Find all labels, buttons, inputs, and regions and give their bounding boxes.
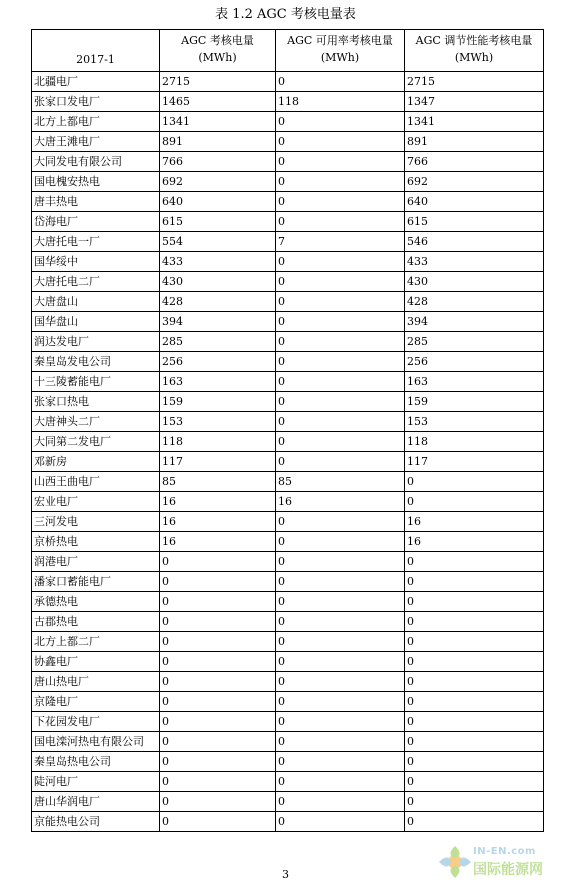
cell-total: 554: [160, 232, 276, 252]
table-header-row: [32, 30, 544, 72]
cell-station: 大唐托电二厂: [32, 272, 160, 292]
cell-station: 京隆电厂: [32, 692, 160, 712]
cell-availability: 0: [276, 752, 405, 772]
watermark: [433, 844, 565, 880]
table-row: [32, 372, 544, 392]
cell-regulation: 766: [405, 152, 544, 172]
cell-station: 三河发电: [32, 512, 160, 532]
cell-station: 润港电厂: [32, 552, 160, 572]
cell-availability: 0: [276, 652, 405, 672]
table-row: [32, 812, 544, 832]
cell-station: 宏业电厂: [32, 492, 160, 512]
cell-total: 0: [160, 752, 276, 772]
cell-availability: 0: [276, 432, 405, 452]
table-row: [32, 652, 544, 672]
cell-regulation: 0: [405, 792, 544, 812]
cell-total: 0: [160, 552, 276, 572]
cell-availability: 0: [276, 532, 405, 552]
table-row: [32, 432, 544, 452]
cell-station: 陡河电厂: [32, 772, 160, 792]
cell-station: 国电槐安热电: [32, 172, 160, 192]
cell-regulation: 117: [405, 452, 544, 472]
cell-regulation: 0: [405, 772, 544, 792]
cell-regulation: 0: [405, 492, 544, 512]
table-row: [32, 132, 544, 152]
cell-regulation: 0: [405, 672, 544, 692]
cell-regulation: 1341: [405, 112, 544, 132]
cell-total: 1465: [160, 92, 276, 112]
cell-regulation: 163: [405, 372, 544, 392]
header-availability: [276, 30, 405, 72]
header-total-unit: (MWh): [198, 51, 237, 64]
cell-regulation: 1347: [405, 92, 544, 112]
table-row: [32, 632, 544, 652]
cell-total: 16: [160, 492, 276, 512]
cell-availability: 118: [276, 92, 405, 112]
cell-station: 古郡热电: [32, 612, 160, 632]
table-row: [32, 352, 544, 372]
table-row: [32, 492, 544, 512]
cell-availability: 0: [276, 512, 405, 532]
cell-regulation: 0: [405, 632, 544, 652]
cell-availability: 85: [276, 472, 405, 492]
cell-station: 大同发电有限公司: [32, 152, 160, 172]
cell-regulation: 0: [405, 652, 544, 672]
cell-regulation: 0: [405, 712, 544, 732]
table-row: [32, 572, 544, 592]
table-row: [32, 672, 544, 692]
table-row: [32, 192, 544, 212]
cell-availability: 0: [276, 352, 405, 372]
cell-total: 430: [160, 272, 276, 292]
cell-regulation: 16: [405, 532, 544, 552]
cell-availability: 0: [276, 812, 405, 832]
cell-total: 0: [160, 792, 276, 812]
cell-availability: 0: [276, 192, 405, 212]
table-row: [32, 472, 544, 492]
cell-station: 润达发电厂: [32, 332, 160, 352]
cell-station: 唐丰热电: [32, 192, 160, 212]
cell-total: 159: [160, 392, 276, 412]
cell-availability: 0: [276, 312, 405, 332]
cell-availability: 0: [276, 612, 405, 632]
cell-station: 潘家口蓄能电厂: [32, 572, 160, 592]
cell-regulation: 0: [405, 572, 544, 592]
cell-station: 国华绥中: [32, 252, 160, 272]
cell-availability: 0: [276, 452, 405, 472]
table-row: [32, 172, 544, 192]
header-station: 2017-1: [32, 30, 160, 72]
cell-station: 大唐神头二厂: [32, 412, 160, 432]
cell-availability: 0: [276, 172, 405, 192]
cell-regulation: 0: [405, 612, 544, 632]
cell-total: 0: [160, 672, 276, 692]
cell-regulation: 615: [405, 212, 544, 232]
cell-station: 协鑫电厂: [32, 652, 160, 672]
table-row: [32, 732, 544, 752]
cell-station: 大唐盘山: [32, 292, 160, 312]
cell-regulation: 0: [405, 732, 544, 752]
cell-total: 0: [160, 592, 276, 612]
table-row: [32, 232, 544, 252]
cell-total: 433: [160, 252, 276, 272]
header-regulation: [405, 30, 544, 72]
cell-station: 下花园发电厂: [32, 712, 160, 732]
cell-availability: 0: [276, 272, 405, 292]
cell-total: 0: [160, 572, 276, 592]
cell-availability: 0: [276, 252, 405, 272]
cell-regulation: 546: [405, 232, 544, 252]
cell-availability: 0: [276, 212, 405, 232]
cell-availability: 0: [276, 112, 405, 132]
cell-station: 大同第二发电厂: [32, 432, 160, 452]
cell-station: 大唐王滩电厂: [32, 132, 160, 152]
cell-total: 891: [160, 132, 276, 152]
table-row: [32, 312, 544, 332]
cell-regulation: 118: [405, 432, 544, 452]
cell-station: 张家口热电: [32, 392, 160, 412]
cell-availability: 0: [276, 132, 405, 152]
cell-total: 1341: [160, 112, 276, 132]
cell-availability: 0: [276, 732, 405, 752]
cell-availability: 0: [276, 592, 405, 612]
cell-regulation: 16: [405, 512, 544, 532]
cell-station: 京桥热电: [32, 532, 160, 552]
header-availability-unit: (MWh): [320, 51, 360, 64]
table-row: [32, 532, 544, 552]
table-row: [32, 152, 544, 172]
cell-total: 118: [160, 432, 276, 452]
cell-total: 615: [160, 212, 276, 232]
header-total: [160, 30, 276, 72]
cell-total: 153: [160, 412, 276, 432]
cell-availability: 0: [276, 772, 405, 792]
cell-regulation: 0: [405, 812, 544, 832]
cell-station: 北疆电厂: [32, 72, 160, 92]
cell-station: 国电滦河热电有限公司: [32, 732, 160, 752]
cell-station: 秦皇岛发电公司: [32, 352, 160, 372]
cell-station: 北方上都二厂: [32, 632, 160, 652]
cell-regulation: 430: [405, 272, 544, 292]
table-row: [32, 592, 544, 612]
table-row: [32, 92, 544, 112]
table-row: [32, 792, 544, 812]
table-row: [32, 452, 544, 472]
cell-regulation: 0: [405, 592, 544, 612]
cell-regulation: 640: [405, 192, 544, 212]
table-row: [32, 612, 544, 632]
cell-regulation: 433: [405, 252, 544, 272]
cell-total: 16: [160, 512, 276, 532]
cell-total: 16: [160, 532, 276, 552]
agc-assessment-table: [31, 29, 544, 832]
table-row: [32, 412, 544, 432]
cell-station: 唐山华润电厂: [32, 792, 160, 812]
cell-regulation: 692: [405, 172, 544, 192]
cell-availability: 0: [276, 572, 405, 592]
cell-availability: 7: [276, 232, 405, 252]
cell-total: 85: [160, 472, 276, 492]
cell-total: 256: [160, 352, 276, 372]
table-row: [32, 392, 544, 412]
cell-station: 张家口发电厂: [32, 92, 160, 112]
cell-regulation: 285: [405, 332, 544, 352]
header-total-label: AGC 考核电量: [181, 34, 254, 47]
cell-availability: 0: [276, 152, 405, 172]
cell-availability: 0: [276, 412, 405, 432]
table-row: [32, 292, 544, 312]
cell-total: 692: [160, 172, 276, 192]
cell-regulation: 0: [405, 472, 544, 492]
cell-regulation: 0: [405, 692, 544, 712]
cell-station: 京能热电公司: [32, 812, 160, 832]
cell-availability: 0: [276, 692, 405, 712]
watermark-cn: 国际能源网: [473, 862, 543, 878]
table-row: [32, 552, 544, 572]
cell-regulation: 0: [405, 552, 544, 572]
cell-total: 428: [160, 292, 276, 312]
cell-total: 117: [160, 452, 276, 472]
cell-availability: 0: [276, 632, 405, 652]
cell-station: 秦皇岛热电公司: [32, 752, 160, 772]
cell-total: 0: [160, 712, 276, 732]
cell-station: 岱海电厂: [32, 212, 160, 232]
cell-regulation: 428: [405, 292, 544, 312]
cell-regulation: 394: [405, 312, 544, 332]
cell-station: 十三陵蓄能电厂: [32, 372, 160, 392]
page-number: 3: [282, 868, 289, 881]
cell-total: 0: [160, 652, 276, 672]
cell-station: 承德热电: [32, 592, 160, 612]
table-row: [32, 332, 544, 352]
cell-regulation: 256: [405, 352, 544, 372]
cell-total: 0: [160, 692, 276, 712]
table-row: [32, 712, 544, 732]
cell-regulation: 0: [405, 752, 544, 772]
cell-total: 0: [160, 632, 276, 652]
table-row: [32, 72, 544, 92]
cell-availability: 0: [276, 552, 405, 572]
cell-availability: 0: [276, 292, 405, 312]
table-row: [32, 112, 544, 132]
watermark-en: IN-EN.com: [473, 846, 536, 857]
cell-availability: 0: [276, 72, 405, 92]
table-row: [32, 512, 544, 532]
cell-station: 邓新房: [32, 452, 160, 472]
header-regulation-label: AGC 调节性能考核电量: [415, 34, 533, 47]
cell-total: 766: [160, 152, 276, 172]
cell-total: 640: [160, 192, 276, 212]
cell-regulation: 2715: [405, 72, 544, 92]
table-row: [32, 252, 544, 272]
table-row: [32, 692, 544, 712]
cell-availability: 0: [276, 712, 405, 732]
table-title: 表 1.2 AGC 考核电量表: [215, 7, 356, 22]
leaf-logo-icon: [437, 844, 473, 880]
table-row: [32, 752, 544, 772]
cell-total: 0: [160, 732, 276, 752]
cell-availability: 0: [276, 392, 405, 412]
cell-availability: 0: [276, 372, 405, 392]
cell-availability: 0: [276, 672, 405, 692]
cell-total: 285: [160, 332, 276, 352]
cell-availability: 16: [276, 492, 405, 512]
cell-availability: 0: [276, 332, 405, 352]
header-regulation-unit: (MWh): [454, 51, 494, 64]
cell-regulation: 153: [405, 412, 544, 432]
cell-total: 163: [160, 372, 276, 392]
cell-station: 国华盘山: [32, 312, 160, 332]
table-row: [32, 772, 544, 792]
cell-total: 0: [160, 812, 276, 832]
cell-total: 0: [160, 772, 276, 792]
cell-total: 394: [160, 312, 276, 332]
cell-total: 0: [160, 612, 276, 632]
cell-station: 山西王曲电厂: [32, 472, 160, 492]
cell-regulation: 159: [405, 392, 544, 412]
cell-station: 北方上都电厂: [32, 112, 160, 132]
cell-station: 大唐托电一厂: [32, 232, 160, 252]
table-body: [32, 72, 544, 832]
cell-total: 2715: [160, 72, 276, 92]
cell-station: 唐山热电厂: [32, 672, 160, 692]
cell-availability: 0: [276, 792, 405, 812]
header-availability-label: AGC 可用率考核电量: [287, 34, 393, 47]
table-row: [32, 212, 544, 232]
table-row: [32, 272, 544, 292]
cell-regulation: 891: [405, 132, 544, 152]
